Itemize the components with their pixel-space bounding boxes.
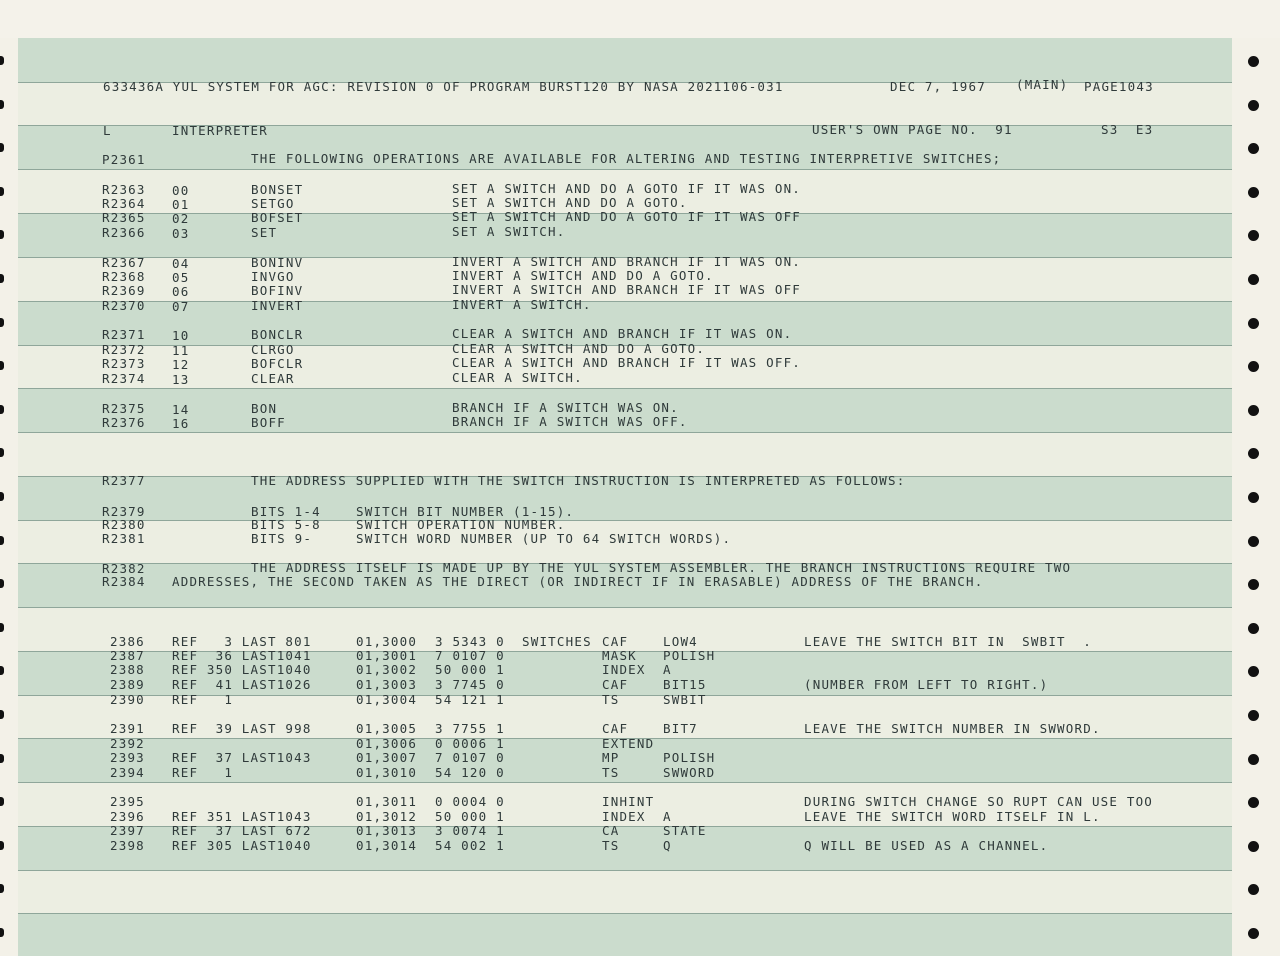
address: 01,3006 bbox=[356, 736, 418, 751]
opcode: EXTEND bbox=[602, 736, 655, 751]
op-name: BOFINV bbox=[251, 283, 304, 298]
card-number: R2381 bbox=[102, 531, 146, 546]
line-number: 2396 bbox=[110, 809, 145, 824]
edge-mark bbox=[0, 448, 4, 457]
op-name: BOFCLR bbox=[251, 356, 304, 371]
operand: Q bbox=[663, 838, 672, 853]
feed-hole bbox=[1248, 797, 1259, 808]
feed-hole bbox=[1248, 666, 1259, 677]
comment: DURING SWITCH CHANGE SO RUPT CAN USE TOO bbox=[804, 794, 1154, 809]
line-number: 2392 bbox=[110, 736, 145, 751]
machine-word: 3 5343 0 bbox=[435, 634, 505, 649]
card-number: R2377 bbox=[102, 473, 146, 488]
operand: STATE bbox=[663, 823, 707, 838]
op-name: BON bbox=[251, 401, 278, 416]
reference: REF 1 bbox=[172, 765, 234, 780]
rule-line bbox=[18, 520, 1232, 521]
operand: BIT7 bbox=[663, 721, 698, 736]
operand: SWWORD bbox=[663, 765, 716, 780]
opcode: CAF bbox=[602, 677, 629, 692]
comment: Q WILL BE USED AS A CHANNEL. bbox=[804, 838, 1049, 853]
machine-word: 3 7755 1 bbox=[435, 721, 505, 736]
label: SWITCHES bbox=[522, 634, 592, 649]
machine-word: 50 000 1 bbox=[435, 809, 505, 824]
job-header: 633436A YUL SYSTEM FOR AGC: REVISION 0 OF PROGRAM BURST120 BY NASA 2021106-031 bbox=[103, 79, 784, 94]
op-code: 11 bbox=[172, 343, 190, 358]
edge-mark bbox=[0, 536, 4, 545]
intro-remark: THE FOLLOWING OPERATIONS ARE AVAILABLE FOR ALTERING AND TESTING INTERPRETIVE SWITCHES; bbox=[251, 151, 1002, 166]
op-description: INVERT A SWITCH AND DO A GOTO. bbox=[452, 268, 714, 283]
reference: REF 41 LAST1026 bbox=[172, 677, 312, 692]
operand: A bbox=[663, 809, 672, 824]
op-code: 07 bbox=[172, 299, 190, 314]
edge-mark bbox=[0, 666, 4, 675]
card-number: R2371 bbox=[102, 327, 146, 342]
feed-hole bbox=[1248, 754, 1259, 765]
line-number: 2389 bbox=[110, 677, 145, 692]
feed-hole bbox=[1248, 274, 1259, 285]
comment: (NUMBER FROM LEFT TO RIGHT.) bbox=[804, 677, 1049, 692]
card-number: R2379 bbox=[102, 504, 146, 519]
op-description: CLEAR A SWITCH AND BRANCH IF IT WAS OFF. bbox=[452, 355, 802, 370]
line-number: 2387 bbox=[110, 648, 145, 663]
edge-mark bbox=[0, 187, 4, 196]
feed-hole bbox=[1248, 710, 1259, 721]
opcode: TS bbox=[602, 692, 620, 707]
card-number: R2384 bbox=[102, 574, 146, 589]
card-number: R2366 bbox=[102, 225, 146, 240]
op-description: SET A SWITCH AND DO A GOTO. bbox=[452, 195, 688, 210]
edge-mark bbox=[0, 230, 4, 239]
bit-description: SWITCH OPERATION NUMBER. bbox=[356, 517, 566, 532]
feed-hole bbox=[1248, 841, 1259, 852]
edge-mark bbox=[0, 274, 4, 283]
op-code: 14 bbox=[172, 402, 190, 417]
op-name: INVGO bbox=[251, 269, 295, 284]
address: 01,3003 bbox=[356, 677, 418, 692]
machine-word: 50 000 1 bbox=[435, 662, 505, 677]
op-code: 00 bbox=[172, 183, 190, 198]
card-number: R2367 bbox=[102, 255, 146, 270]
users-page-label: USER'S OWN PAGE NO. 91 bbox=[812, 122, 1013, 137]
op-name: CLRGO bbox=[251, 342, 295, 357]
card-number: R2382 bbox=[102, 561, 146, 576]
op-name: BONCLR bbox=[251, 327, 304, 342]
line-number: 2386 bbox=[110, 634, 145, 649]
address: 01,3014 bbox=[356, 838, 418, 853]
address: 01,3000 bbox=[356, 634, 418, 649]
green-bar bbox=[18, 38, 1232, 82]
line-number: 2398 bbox=[110, 838, 145, 853]
line-number: 2391 bbox=[110, 721, 145, 736]
op-name: INVERT bbox=[251, 298, 304, 313]
rule-line bbox=[18, 388, 1232, 389]
address: 01,3012 bbox=[356, 809, 418, 824]
op-code: 06 bbox=[172, 284, 190, 299]
card-number: R2373 bbox=[102, 356, 146, 371]
reference: REF 37 LAST 672 bbox=[172, 823, 312, 838]
line-number: 2390 bbox=[110, 692, 145, 707]
machine-word: 0 0004 0 bbox=[435, 794, 505, 809]
feed-hole bbox=[1248, 536, 1259, 547]
edge-mark bbox=[0, 928, 4, 937]
op-description: INVERT A SWITCH AND BRANCH IF IT WAS OFF bbox=[452, 282, 802, 297]
feed-hole bbox=[1248, 492, 1259, 503]
card-number: R2372 bbox=[102, 342, 146, 357]
opcode: MP bbox=[602, 750, 620, 765]
machine-word: 54 121 1 bbox=[435, 692, 505, 707]
edge-mark bbox=[0, 405, 4, 414]
edge-mark bbox=[0, 56, 4, 65]
line-number: 2394 bbox=[110, 765, 145, 780]
machine-word: 3 7745 0 bbox=[435, 677, 505, 692]
op-description: INVERT A SWITCH AND BRANCH IF IT WAS ON. bbox=[452, 254, 802, 269]
feed-hole bbox=[1248, 405, 1259, 416]
reference: REF 37 LAST1043 bbox=[172, 750, 312, 765]
op-description: SET A SWITCH AND DO A GOTO IF IT WAS ON. bbox=[452, 181, 802, 196]
card-number: R2370 bbox=[102, 298, 146, 313]
bit-description: SWITCH WORD NUMBER (UP TO 64 SWITCH WORDS). bbox=[356, 531, 732, 546]
address: 01,3002 bbox=[356, 662, 418, 677]
card-number: R2376 bbox=[102, 415, 146, 430]
section-label: (MAIN) bbox=[1016, 77, 1069, 92]
feed-hole bbox=[1248, 928, 1259, 939]
card-number: R2363 bbox=[102, 182, 146, 197]
op-description: BRANCH IF A SWITCH WAS OFF. bbox=[452, 414, 688, 429]
card-number: P2361 bbox=[102, 152, 146, 167]
edge-mark bbox=[0, 361, 4, 370]
bit-range: BITS 9- bbox=[251, 531, 313, 546]
edge-mark bbox=[0, 884, 4, 893]
rule-line bbox=[18, 913, 1232, 914]
address: 01,3010 bbox=[356, 765, 418, 780]
edge-mark bbox=[0, 841, 4, 850]
op-code: 05 bbox=[172, 270, 190, 285]
op-code: 04 bbox=[172, 256, 190, 271]
rule-line bbox=[18, 432, 1232, 433]
card-number: R2365 bbox=[102, 210, 146, 225]
machine-word: 54 120 0 bbox=[435, 765, 505, 780]
comment: LEAVE THE SWITCH WORD ITSELF IN L. bbox=[804, 809, 1101, 824]
assembler-remark: ADDRESSES, THE SECOND TAKEN AS THE DIRECT (OR INDIRECT IF IN ERASABLE) ADDRESS OF THE BRANCH. bbox=[172, 574, 984, 589]
comment: LEAVE THE SWITCH NUMBER IN SWWORD. bbox=[804, 721, 1101, 736]
address: 01,3013 bbox=[356, 823, 418, 838]
edge-mark bbox=[0, 143, 4, 152]
opcode: CA bbox=[602, 823, 620, 838]
machine-word: 3 0074 1 bbox=[435, 823, 505, 838]
feed-hole bbox=[1248, 187, 1259, 198]
op-name: SET bbox=[251, 225, 278, 240]
bit-range: BITS 1-4 bbox=[251, 504, 321, 519]
feed-hole bbox=[1248, 100, 1259, 111]
card-number: R2374 bbox=[102, 371, 146, 386]
rule-line bbox=[18, 782, 1232, 783]
reference: REF 305 LAST1040 bbox=[172, 838, 312, 853]
address-remark: THE ADDRESS SUPPLIED WITH THE SWITCH INSTRUCTION IS INTERPRETED AS FOLLOWS: bbox=[251, 473, 906, 488]
feed-hole bbox=[1248, 143, 1259, 154]
feed-hole bbox=[1248, 884, 1259, 895]
operand: SWBIT bbox=[663, 692, 707, 707]
op-code: 02 bbox=[172, 211, 190, 226]
operand: A bbox=[663, 662, 672, 677]
card-number: R2380 bbox=[102, 517, 146, 532]
edge-mark bbox=[0, 710, 4, 719]
feed-hole bbox=[1248, 56, 1259, 67]
line-number: 2393 bbox=[110, 750, 145, 765]
op-description: SET A SWITCH AND DO A GOTO IF IT WAS OFF bbox=[452, 209, 802, 224]
op-name: BOFF bbox=[251, 415, 286, 430]
edge-mark bbox=[0, 754, 4, 763]
address: 01,3011 bbox=[356, 794, 418, 809]
op-code: 16 bbox=[172, 416, 190, 431]
feed-hole bbox=[1248, 361, 1259, 372]
op-name: CLEAR bbox=[251, 371, 295, 386]
op-description: INVERT A SWITCH. bbox=[452, 297, 592, 312]
line-number: 2397 bbox=[110, 823, 145, 838]
machine-word: 54 002 1 bbox=[435, 838, 505, 853]
operand: POLISH bbox=[663, 750, 716, 765]
feed-hole bbox=[1248, 448, 1259, 459]
bit-description: SWITCH BIT NUMBER (1-15). bbox=[356, 504, 575, 519]
rule-line bbox=[18, 169, 1232, 170]
edge-mark bbox=[0, 623, 4, 632]
card-number: R2375 bbox=[102, 401, 146, 416]
op-code: 12 bbox=[172, 357, 190, 372]
log-marker: L bbox=[103, 123, 112, 138]
card-number: R2364 bbox=[102, 196, 146, 211]
reference: REF 36 LAST1041 bbox=[172, 648, 312, 663]
rule-line bbox=[18, 607, 1232, 608]
op-name: BONINV bbox=[251, 255, 304, 270]
edge-mark bbox=[0, 579, 4, 588]
op-code: 13 bbox=[172, 372, 190, 387]
op-description: SET A SWITCH. bbox=[452, 224, 566, 239]
feed-hole bbox=[1248, 623, 1259, 634]
card-number: R2369 bbox=[102, 283, 146, 298]
opcode: TS bbox=[602, 765, 620, 780]
operand: LOW4 bbox=[663, 634, 698, 649]
log-section-title: INTERPRETER bbox=[172, 123, 268, 138]
address: 01,3001 bbox=[356, 648, 418, 663]
opcode: CAF bbox=[602, 634, 629, 649]
opcode: INDEX bbox=[602, 809, 646, 824]
revision-codes: S3 E3 bbox=[1101, 122, 1154, 137]
edge-mark bbox=[0, 492, 4, 501]
op-code: 03 bbox=[172, 226, 190, 241]
op-code: 01 bbox=[172, 197, 190, 212]
rule-line bbox=[18, 870, 1232, 871]
green-bar bbox=[18, 913, 1232, 956]
line-number: 2388 bbox=[110, 662, 145, 677]
op-description: CLEAR A SWITCH AND DO A GOTO. bbox=[452, 341, 706, 356]
card-number: R2368 bbox=[102, 269, 146, 284]
feed-hole bbox=[1248, 579, 1259, 590]
edge-mark bbox=[0, 797, 4, 806]
assembler-remark: THE ADDRESS ITSELF IS MADE UP BY THE YUL SYSTEM ASSEMBLER. THE BRANCH INSTRUCTIONS REQUIRE TWO bbox=[251, 560, 1072, 575]
page-number: PAGE1043 bbox=[1084, 79, 1154, 94]
line-number: 2395 bbox=[110, 794, 145, 809]
machine-word: 7 0107 0 bbox=[435, 648, 505, 663]
rule-line bbox=[18, 301, 1232, 302]
print-date: DEC 7, 1967 bbox=[890, 79, 986, 94]
paper-top-margin bbox=[0, 0, 1280, 38]
machine-word: 0 0006 1 bbox=[435, 736, 505, 751]
reference: REF 351 LAST1043 bbox=[172, 809, 312, 824]
address: 01,3004 bbox=[356, 692, 418, 707]
reference: REF 3 LAST 801 bbox=[172, 634, 312, 649]
comment: LEAVE THE SWITCH BIT IN SWBIT . bbox=[804, 634, 1092, 649]
opcode: INHINT bbox=[602, 794, 655, 809]
address: 01,3007 bbox=[356, 750, 418, 765]
feed-hole bbox=[1248, 230, 1259, 241]
op-name: BONSET bbox=[251, 182, 304, 197]
op-description: CLEAR A SWITCH AND BRANCH IF IT WAS ON. bbox=[452, 326, 793, 341]
machine-word: 7 0107 0 bbox=[435, 750, 505, 765]
opcode: TS bbox=[602, 838, 620, 853]
op-code: 10 bbox=[172, 328, 190, 343]
edge-mark bbox=[0, 318, 4, 327]
bit-range: BITS 5-8 bbox=[251, 517, 321, 532]
op-name: SETGO bbox=[251, 196, 295, 211]
feed-hole bbox=[1248, 318, 1259, 329]
op-description: BRANCH IF A SWITCH WAS ON. bbox=[452, 400, 679, 415]
edge-mark bbox=[0, 100, 4, 109]
opcode: CAF bbox=[602, 721, 629, 736]
reference: REF 1 bbox=[172, 692, 234, 707]
op-description: CLEAR A SWITCH. bbox=[452, 370, 583, 385]
reference: REF 350 LAST1040 bbox=[172, 662, 312, 677]
opcode: MASK bbox=[602, 648, 637, 663]
opcode: INDEX bbox=[602, 662, 646, 677]
op-name: BOFSET bbox=[251, 210, 304, 225]
address: 01,3005 bbox=[356, 721, 418, 736]
operand: BIT15 bbox=[663, 677, 707, 692]
operand: POLISH bbox=[663, 648, 716, 663]
reference: REF 39 LAST 998 bbox=[172, 721, 312, 736]
